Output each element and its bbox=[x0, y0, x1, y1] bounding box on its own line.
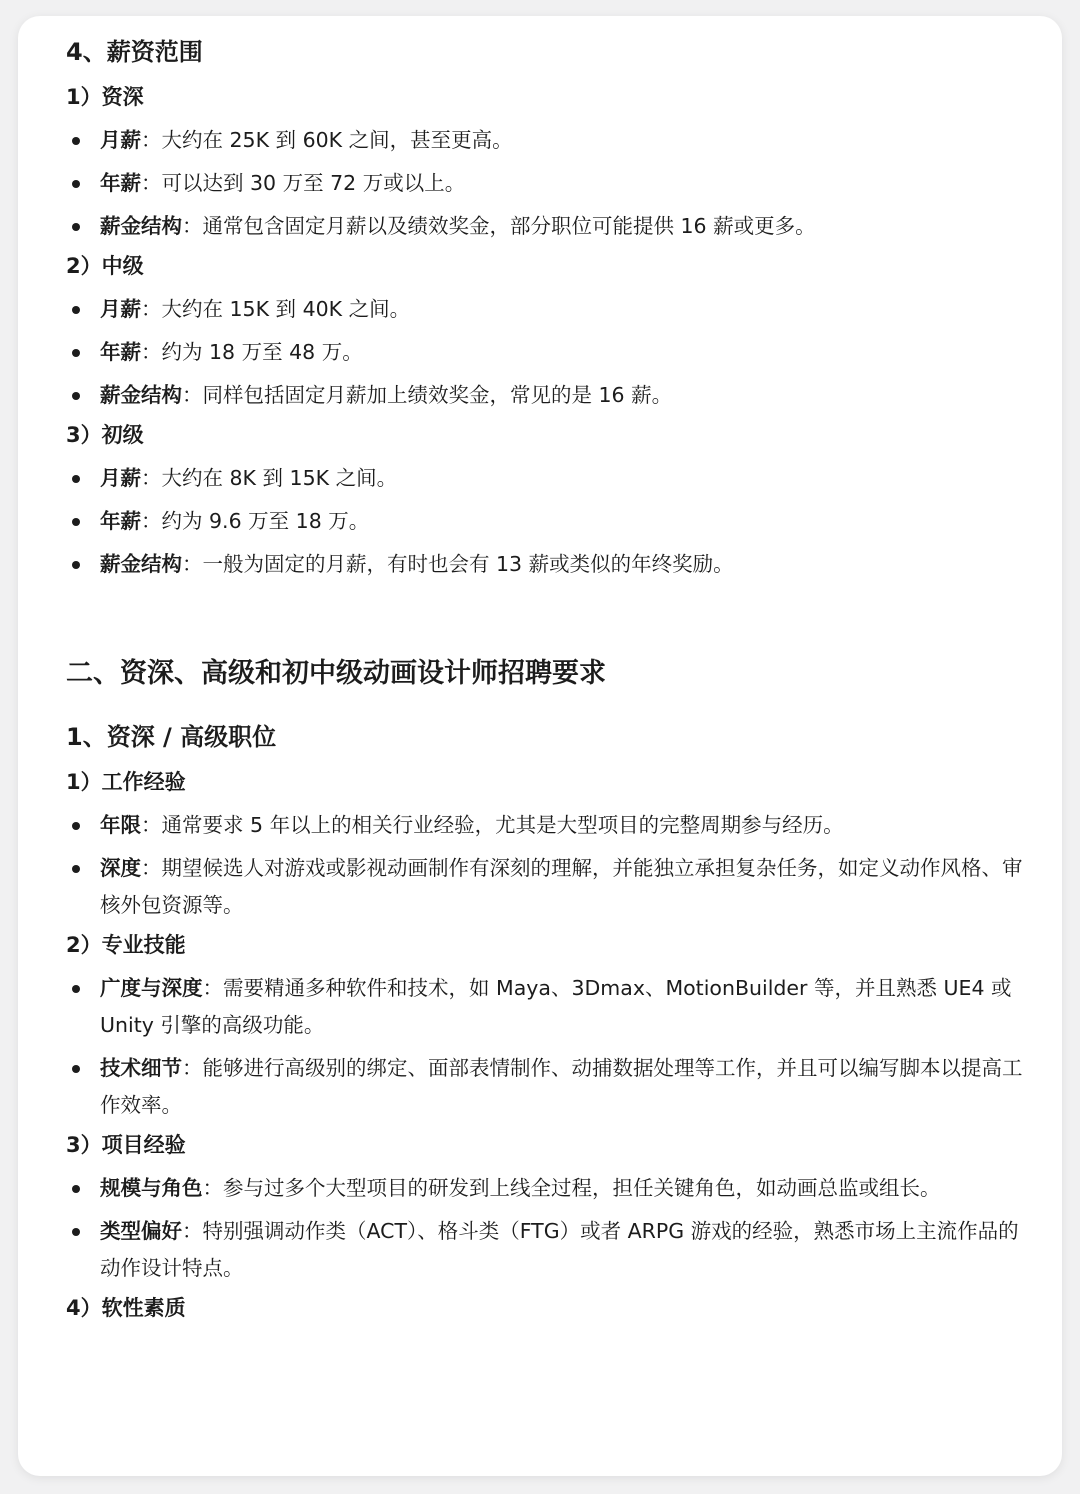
bullet-icon bbox=[72, 985, 80, 993]
item-text: ：约为 9.6 万至 18 万。 bbox=[141, 509, 370, 533]
article-card bbox=[18, 16, 1062, 1476]
bullet-icon bbox=[72, 518, 80, 526]
item-text: ：约为 18 万至 48 万。 bbox=[141, 340, 363, 364]
item-text: ：参与过多个大型项目的研发到上线全过程，担任关键角色，如动画总监或组长。 bbox=[202, 1176, 941, 1200]
item-text: ：期望候选人对游戏或影视动画制作有深刻的理解，并能独立承担复杂任务，如定义动作风格、审核外包资源等。 bbox=[100, 856, 1023, 917]
bullet-icon bbox=[72, 561, 80, 569]
bullet-icon bbox=[72, 1228, 80, 1236]
item-text: ：大约在 15K 到 40K 之间。 bbox=[141, 297, 411, 321]
item-term: 广度与深度 bbox=[100, 976, 203, 1000]
bullet-icon bbox=[72, 865, 80, 873]
list-item bbox=[66, 850, 1026, 924]
projects-list bbox=[66, 1170, 1026, 1287]
salary-section-title: 4、薪资范围 bbox=[66, 38, 203, 66]
list-item bbox=[66, 165, 1026, 202]
salary-list-senior bbox=[66, 122, 1026, 245]
item-text: ：需要精通多种软件和技术，如 Maya、3Dmax、MotionBuilder 等，并且熟悉 UE4 或 Unity 引擎的高级功能。 bbox=[100, 976, 1012, 1037]
list-item bbox=[66, 970, 1026, 1044]
bullet-icon bbox=[72, 1065, 80, 1073]
bullet-icon bbox=[72, 223, 80, 231]
item-text: ：通常要求 5 年以上的相关行业经验，尤其是大型项目的完整周期参与经历。 bbox=[141, 813, 844, 837]
list-item bbox=[66, 503, 1026, 540]
item-term: 规模与角色 bbox=[100, 1176, 203, 1200]
list-item bbox=[66, 807, 1026, 844]
experience-list bbox=[66, 807, 1026, 924]
item-term: 月薪 bbox=[100, 466, 141, 490]
item-term: 薪金结构 bbox=[100, 214, 182, 238]
item-term: 薪金结构 bbox=[100, 383, 182, 407]
bullet-icon bbox=[72, 822, 80, 830]
item-text: ：一般为固定的月薪，有时也会有 13 薪或类似的年终奖励。 bbox=[182, 552, 734, 576]
list-item bbox=[66, 1213, 1026, 1287]
list-item bbox=[66, 122, 1026, 159]
item-term: 技术细节 bbox=[100, 1056, 182, 1080]
item-term: 年限 bbox=[100, 813, 141, 837]
item-term: 月薪 bbox=[100, 297, 141, 321]
part-title: 二、资深、高级和初中级动画设计师招聘要求 bbox=[66, 658, 606, 689]
group-heading-experience: 1）工作经验 bbox=[66, 770, 186, 794]
section-spacer bbox=[66, 589, 1026, 655]
list-item bbox=[66, 546, 1026, 583]
bullet-icon bbox=[72, 137, 80, 145]
item-term: 月薪 bbox=[100, 128, 141, 152]
item-text: ：可以达到 30 万至 72 万或以上。 bbox=[141, 171, 466, 195]
list-item bbox=[66, 1050, 1026, 1124]
item-term: 年薪 bbox=[100, 171, 141, 195]
list-item bbox=[66, 208, 1026, 245]
item-text: ：特别强调动作类（ACT）、格斗类（FTG）或者 ARPG 游戏的经验，熟悉市场上主流作品的动作设计特点。 bbox=[100, 1219, 1019, 1280]
bullet-icon bbox=[72, 392, 80, 400]
article-content bbox=[66, 36, 1026, 1333]
level-heading-senior: 1）资深 bbox=[66, 85, 144, 109]
list-item bbox=[66, 334, 1026, 371]
list-item bbox=[66, 1170, 1026, 1207]
group-heading-soft-skills: 4）软性素质 bbox=[66, 1296, 186, 1320]
item-term: 类型偏好 bbox=[100, 1219, 182, 1243]
item-text: ：大约在 8K 到 15K 之间。 bbox=[141, 466, 398, 490]
item-text: ：大约在 25K 到 60K 之间，甚至更高。 bbox=[141, 128, 513, 152]
level-heading-mid: 2）中级 bbox=[66, 254, 144, 278]
item-text: ：同样包括固定月薪加上绩效奖金，常见的是 16 薪。 bbox=[182, 383, 673, 407]
item-text: ：通常包含固定月薪以及绩效奖金，部分职位可能提供 16 薪或更多。 bbox=[182, 214, 816, 238]
level-heading-junior: 3）初级 bbox=[66, 423, 144, 447]
bullet-icon bbox=[72, 180, 80, 188]
item-term: 年薪 bbox=[100, 509, 141, 533]
list-item bbox=[66, 460, 1026, 497]
list-item bbox=[66, 291, 1026, 328]
group-heading-skills: 2）专业技能 bbox=[66, 933, 186, 957]
skills-list bbox=[66, 970, 1026, 1124]
bullet-icon bbox=[72, 475, 80, 483]
item-term: 深度 bbox=[100, 856, 141, 880]
bullet-icon bbox=[72, 349, 80, 357]
salary-list-junior bbox=[66, 460, 1026, 583]
item-term: 年薪 bbox=[100, 340, 141, 364]
bullet-icon bbox=[72, 1185, 80, 1193]
group-heading-projects: 3）项目经验 bbox=[66, 1133, 186, 1157]
item-term: 薪金结构 bbox=[100, 552, 182, 576]
senior-position-title: 1、资深 / 高级职位 bbox=[66, 723, 277, 751]
list-item bbox=[66, 377, 1026, 414]
salary-list-mid bbox=[66, 291, 1026, 414]
bullet-icon bbox=[72, 306, 80, 314]
item-text: ：能够进行高级别的绑定、面部表情制作、动捕数据处理等工作，并且可以编写脚本以提高工作效率。 bbox=[100, 1056, 1023, 1117]
